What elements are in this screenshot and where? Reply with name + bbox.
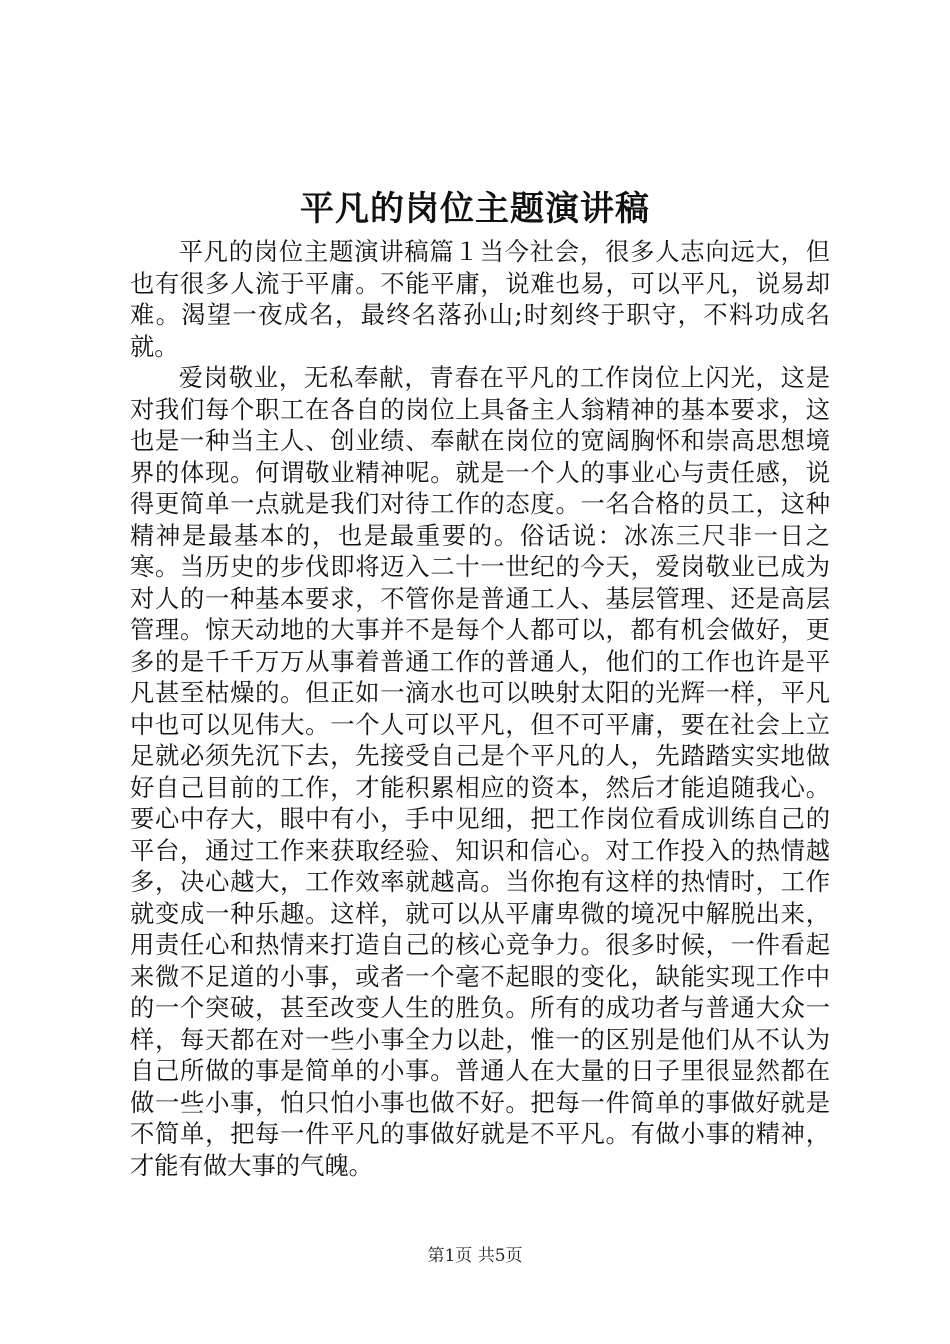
page-number: 第1页 共5页 [427, 1246, 523, 1266]
paragraph: 平凡的岗位主题演讲稿篇１当今社会，很多人志向远大，但也有很多人流于平庸。不能平庸，说难也易，可以平凡，说易却难。渴望一夜成名，最终名落孙山;时刻终于职守，不料功成名就。 [130, 237, 830, 361]
paragraph: 爱岗敬业，无私奉献，青春在平凡的工作岗位上闪光，这是对我们每个职工在各自的岗位上具备主人翁精神的基本要求，这也是一种当主人、创业绩、奉献在岗位的宽阔胸怀和崇高思想境界的体现。何谓敬业精神呢。就是一个人的事业心与责任感，说得更简单一点就是我们对待工作的态度。一名合格的员工，这种精神是最基本的，也是最重要的。俗话说：冰冻三尺非一日之寒。当历史的步伐即将迈入二十一世纪的今天，爱岗敬业已成为对人的一种基本要求，不管你是普通工人、基层管理、还是高层管理。惊天动地的大事并不是每个人都可以，都有机会做好，更多的是千千万万从事着普通工作的普通人，他们的工作也许是平凡甚至枯燥的。但正如一滴水也可以映射太阳的光辉一样，平凡中也可以见伟大。一个人可以平凡，但不可平庸，要在社会上立足就必须先沉下去，先接受自己是个平凡的人，先踏踏实实地做好自己目前的工作，才能积累相应的资本，然后才能追随我心。要心中存大，眼中有小，手中见细，把工作岗位看成训练自己的平台，通过工作来获取经验、知识和信心。对工作投入的热情越多，决心越大，工作效率就越高。当你抱有这样的热情时，工作就变成一种乐趣。这样，就可以从平庸卑微的境况中解脱出来，用责任心和热情来打造自己的核心竞争力。很多时候，一件看起来微不足道的小事，或者一个毫不起眼的变化，缺能实现工作中的一个突破，甚至改变人生的胜负。所有的成功者与普通大众一样，每天都在对一些小事全力以赴，惟一的区别是他们从不认为自己所做的事是简单的小事。普通人在大量的日子里很显然都在做一些小事，怕只怕小事也做不好。把每一件简单的事做好就是不简单，把每一件平凡的事做好就是不平凡。有做小事的精神，才能有做大事的气魄。 [130, 363, 830, 1180]
document-title: 平凡的岗位主题演讲稿 [300, 189, 650, 229]
document-body [130, 236, 830, 1181]
